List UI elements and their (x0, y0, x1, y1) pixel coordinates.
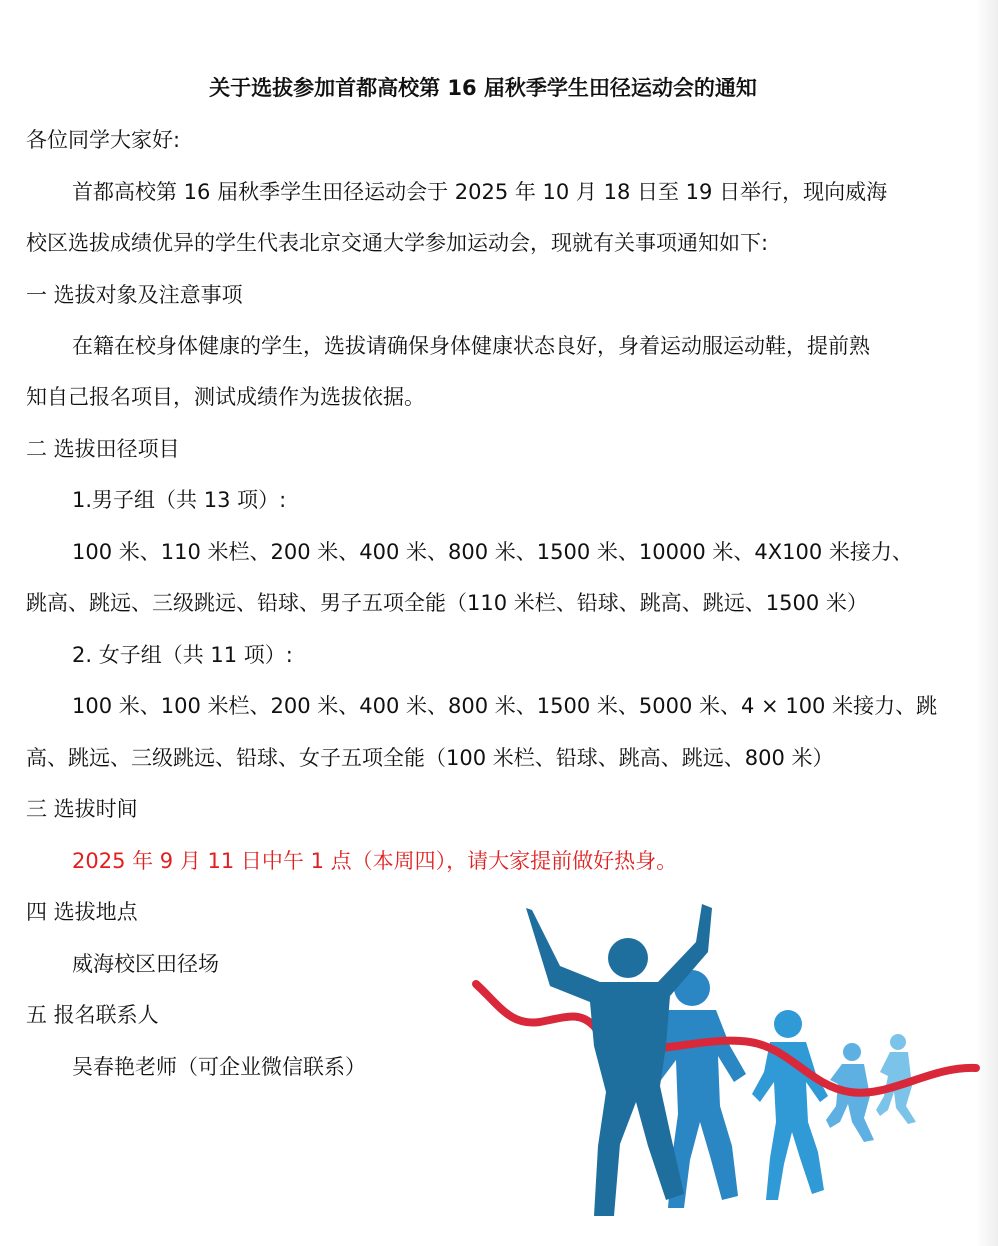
section-3-heading: 三 选拔时间 (26, 797, 138, 821)
contact-person: 吴春艳老师（可企业微信联系） (72, 1055, 366, 1079)
women-events-line-1: 100 米、100 米栏、200 米、400 米、800 米、1500 米、5000 米、4 × 100 米接力、跳 (72, 694, 938, 718)
intro-line-2: 校区选拔成绩优异的学生代表北京交通大学参加运动会，现就有关事项通知如下: (26, 231, 769, 255)
selection-location: 威海校区田径场 (72, 952, 219, 976)
selection-time: 2025 年 9 月 11 日中午 1 点（本周四），请大家提前做好热身。 (72, 849, 678, 873)
section-1-body-line-2: 知自己报名项目，测试成绩作为选拔依据。 (26, 385, 425, 409)
section-4-heading: 四 选拔地点 (26, 900, 138, 924)
section-1-heading: 一 选拔对象及注意事项 (26, 283, 243, 307)
intro-line-1: 首都高校第 16 届秋季学生田径运动会于 2025 年 10 月 18 日至 19 日举行，现向威海 (72, 180, 888, 204)
section-1-body-line-1: 在籍在校身体健康的学生，选拔请确保身体健康状态良好，身着运动服运动鞋，提前熟 (72, 334, 870, 358)
men-group-label: 1.男子组（共 13 项）: (72, 488, 287, 512)
section-5-heading: 五 报名联系人 (26, 1003, 159, 1027)
women-events-line-2: 高、跳远、三级跳远、铅球、女子五项全能（100 米栏、铅球、跳高、跳远、800 米） (26, 746, 834, 770)
section-2-heading: 二 选拔田径项目 (26, 437, 180, 461)
men-events-line-1: 100 米、110 米栏、200 米、400 米、800 米、1500 米、10000 米、4X100 米接力、 (72, 540, 913, 564)
notice-title: 关于选拔参加首都高校第 16 届秋季学生田径运动会的通知 (209, 76, 757, 100)
greeting: 各位同学大家好: (26, 128, 181, 152)
runners-finish-line-icon (470, 896, 980, 1226)
women-group-label: 2. 女子组（共 11 项）: (72, 643, 293, 667)
men-events-line-2: 跳高、跳远、三级跳远、铅球、男子五项全能（110 米栏、铅球、跳高、跳远、1500 米） (26, 591, 868, 615)
runner-medium-icon (752, 1010, 828, 1200)
